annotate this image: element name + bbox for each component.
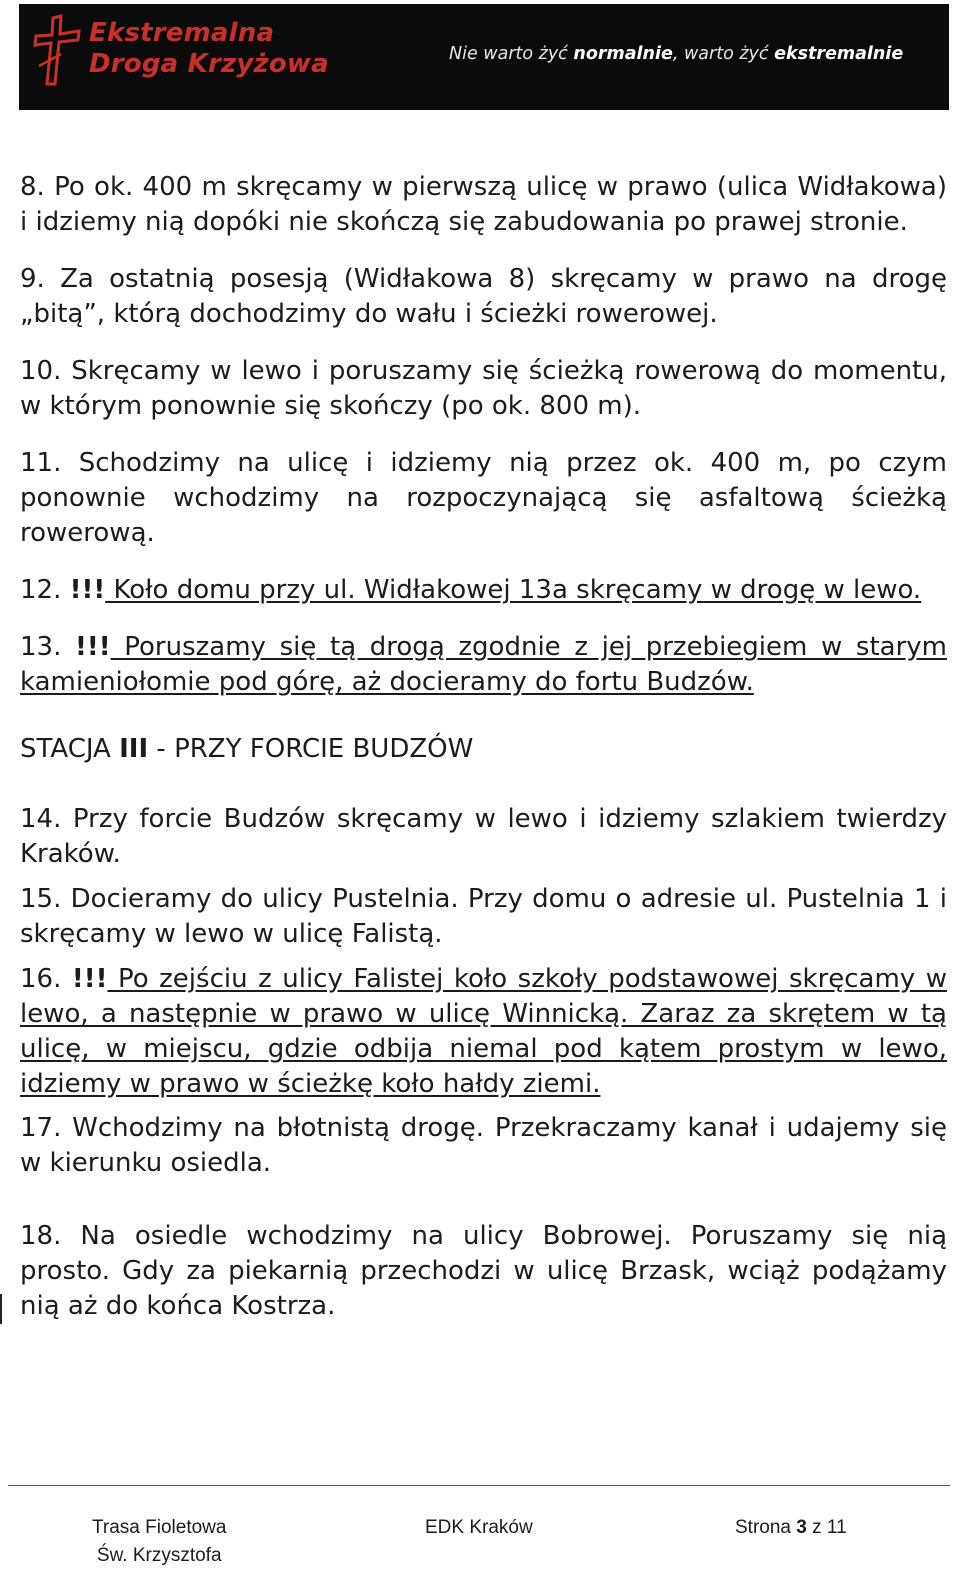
page-total: 11	[826, 1517, 847, 1538]
step-16-text: Po zejściu z ulicy Falistej koło szkoły podstawowej skręcamy w lewo, a następnie w prawo w ulicę Winnicką. Zaraz za skrętem w tą ulicę, w miejscu, gdzie odbija niemal pod kątem prostym w lewo, idziemy w prawo w ścieżkę koło hałdy ziemi.	[20, 964, 947, 1099]
step-12	[20, 573, 947, 608]
tagline	[449, 44, 903, 64]
step-12-number: 12.	[20, 575, 70, 605]
tagline-prefix: Nie warto żyć	[449, 44, 574, 64]
footer-route-line-2: Św. Krzysztofa	[96, 1545, 222, 1566]
step-15: 15. Docieramy do ulicy Pustelnia. Przy domu o adresie ul. Pustelnia 1 i skręcamy w lewo w ulicę Falistą.	[20, 884, 947, 949]
tagline-bold-2: ekstremalnie	[774, 44, 904, 64]
station-heading	[20, 732, 947, 767]
footer-route-name	[92, 1514, 226, 1570]
page-mid: z	[806, 1517, 827, 1538]
footer-divider	[8, 1485, 950, 1486]
step-16-number: 16.	[20, 964, 72, 994]
step-13-number: 13.	[20, 632, 76, 662]
step-13-text: Poruszamy się tą drogą zgodnie z jej przebiegiem w starym kamieniołomie pod górę, aż docieramy do fortu Budzów.	[20, 632, 947, 697]
warning-mark: !!!	[71, 964, 108, 994]
step-14: 14. Przy forcie Budzów skręcamy w lewo i idziemy szlakiem twierdzy Kraków.	[20, 804, 947, 869]
step-10: 10. Skręcamy w lewo i poruszamy się ścieżką rowerową do momentu, w którym ponownie się skończy (po ok. 800 m).	[20, 356, 947, 421]
station-suffix: - PRZY FORCIE BUDZÓW	[148, 734, 474, 764]
station-number: III	[119, 734, 149, 764]
header-banner	[19, 4, 949, 110]
step-16	[20, 962, 947, 1102]
page-prefix: Strona	[735, 1517, 797, 1538]
warning-mark: !!!	[75, 632, 111, 662]
station-prefix: STACJA	[20, 734, 120, 764]
step-8: 8. Po ok. 400 m skręcamy w pierwszą ulicę w prawo (ulica Widłakowa) i idziemy nią dopóki nie skończą się zabudowania po prawej stronie.	[20, 172, 947, 237]
step-9: 9. Za ostatnią posesją (Widłakowa 8) skręcamy w prawo na drogę „bitą”, którą dochodzimy do wału i ścieżki rowerowej.	[20, 264, 947, 329]
brand-wordmark	[89, 18, 349, 80]
cross-logo-icon	[31, 14, 83, 86]
footer-route-line-1: Trasa Fioletowa	[92, 1517, 227, 1538]
page-current: 3	[796, 1517, 807, 1538]
route-directions	[20, 170, 947, 1324]
step-11: 11. Schodzimy na ulicę i idziemy nią przez ok. 400 m, po czym ponownie wchodzimy na rozpoczynającą się asfaltową ścieżką rowerową.	[20, 448, 947, 548]
tagline-middle: , warto żyć	[672, 44, 775, 64]
footer-center-text: EDK Kraków	[425, 1517, 533, 1538]
step-18: 18. Na osiedle wchodzimy na ulicy Bobrowej. Poruszamy się nią prosto. Gdy za piekarnią przechodzi w ulicę Brzask, wciąż podążamy nią aż do końca Kostrza.	[20, 1221, 947, 1321]
brand-line-2: Droga Krzyżowa	[89, 49, 329, 79]
tagline-bold-1: normalnie	[573, 44, 673, 64]
step-13	[20, 630, 947, 700]
warning-mark: !!!	[69, 575, 106, 605]
brand-line-1: Ekstremalna	[89, 18, 275, 48]
change-bar	[0, 1294, 2, 1324]
page-number	[735, 1514, 847, 1542]
step-17: 17. Wchodzimy na błotnistą drogę. Przekraczamy kanał i udajemy się w kierunku osiedla.	[20, 1113, 947, 1178]
step-12-text: Koło domu przy ul. Widłakowej 13a skręcamy w drogę w lewo.	[105, 575, 922, 605]
